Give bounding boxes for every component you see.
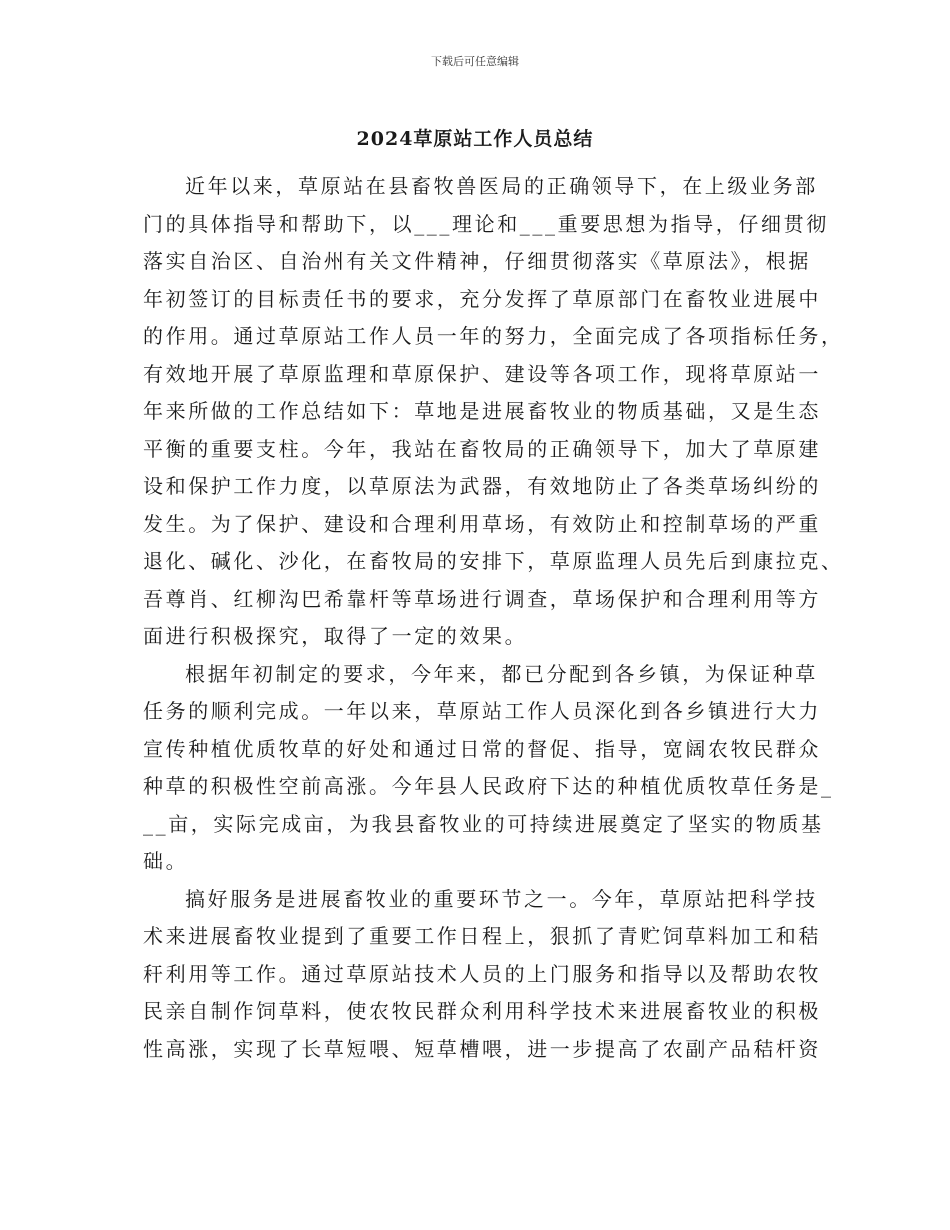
text-line: 民亲自制作饲草料，使农牧民群众利用科学技术来进展畜牧业的积极 xyxy=(143,999,821,1023)
text-line: 年来所做的工作总结如下：草地是进展畜牧业的物质基础，又是生态 xyxy=(143,399,821,423)
text-line: 发生。为了保护、建设和合理利用草场，有效防止和控制草场的严重 xyxy=(143,511,821,536)
text-line: 任务的顺利完成。一年以来，草原站工作人员深化到各乡镇进行大力 xyxy=(143,699,821,723)
text-line: 性高涨，实现了长草短喂、短草槽喂，进一步提高了农副产品秸杆资 xyxy=(143,1036,821,1061)
document-body xyxy=(143,168,844,1068)
text-line: 秆利用等工作。通过草原站技术人员的上门服务和指导以及帮助农牧 xyxy=(143,961,821,986)
text-line: __亩，实际完成亩，为我县畜牧业的可持续进展奠定了坚实的物质基 xyxy=(143,811,824,836)
text-line: 设和保护工作力度，以草原法为武器，有效地防止了各类草场纠纷的 xyxy=(143,474,821,498)
text-line: 吾尊肖、红柳沟巴希靠杆等草场进行调查，草场保护和合理利用等方 xyxy=(143,586,821,611)
page-header-note: 下载后可任意编辑 xyxy=(431,55,519,68)
paragraph-1 xyxy=(143,168,844,656)
text-line: 搞好服务是进展畜牧业的重要环节之一。今年，草原站把科学技 xyxy=(185,886,818,911)
text-line: 平衡的重要支柱。今年，我站在畜牧局的正确领导下，加大了草原建 xyxy=(143,436,821,461)
text-line: 退化、碱化、沙化，在畜牧局的安排下，草原监理人员先后到康拉克、 xyxy=(143,549,844,573)
document-title: 2024草原站工作人员总结 xyxy=(356,128,594,150)
text-line: 根据年初制定的要求，今年来，都已分配到各乡镇，为保证种草 xyxy=(185,661,818,686)
text-line: 宣传种植优质牧草的好处和通过日常的督促、指导，宽阔农牧民群众 xyxy=(143,736,821,761)
paragraph-2 xyxy=(143,656,834,881)
text-line: 面进行积极探究，取得了一定的效果。 xyxy=(143,624,528,648)
text-line: 门的具体指导和帮助下，以___理论和___重要思想为指导，仔细贯彻 xyxy=(143,211,829,236)
text-line: 础。 xyxy=(143,849,189,873)
text-line: 有效地开展了草原监理和草原保护、建设等各项工作，现将草原站一 xyxy=(143,361,821,386)
text-line: 术来进展畜牧业提到了重要工作日程上，狠抓了青贮饲草料加工和秸 xyxy=(143,924,821,948)
text-line: 落实自治区、自治州有关文件精神，仔细贯彻落实《草原法》，根据 xyxy=(143,249,811,273)
paragraph-3 xyxy=(143,881,821,1069)
text-line: 的作用。通过草原站工作人员一年的努力，全面完成了各项指标任务， xyxy=(143,324,844,348)
text-line: 年初签订的目标责任书的要求，充分发挥了草原部门在畜牧业进展中 xyxy=(143,286,821,311)
text-line: 近年以来，草原站在县畜牧兽医局的正确领导下，在上级业务部 xyxy=(185,174,818,198)
text-line: 种草的积极性空前高涨。今年县人民政府下达的种植优质牧草任务是_ xyxy=(143,774,834,798)
